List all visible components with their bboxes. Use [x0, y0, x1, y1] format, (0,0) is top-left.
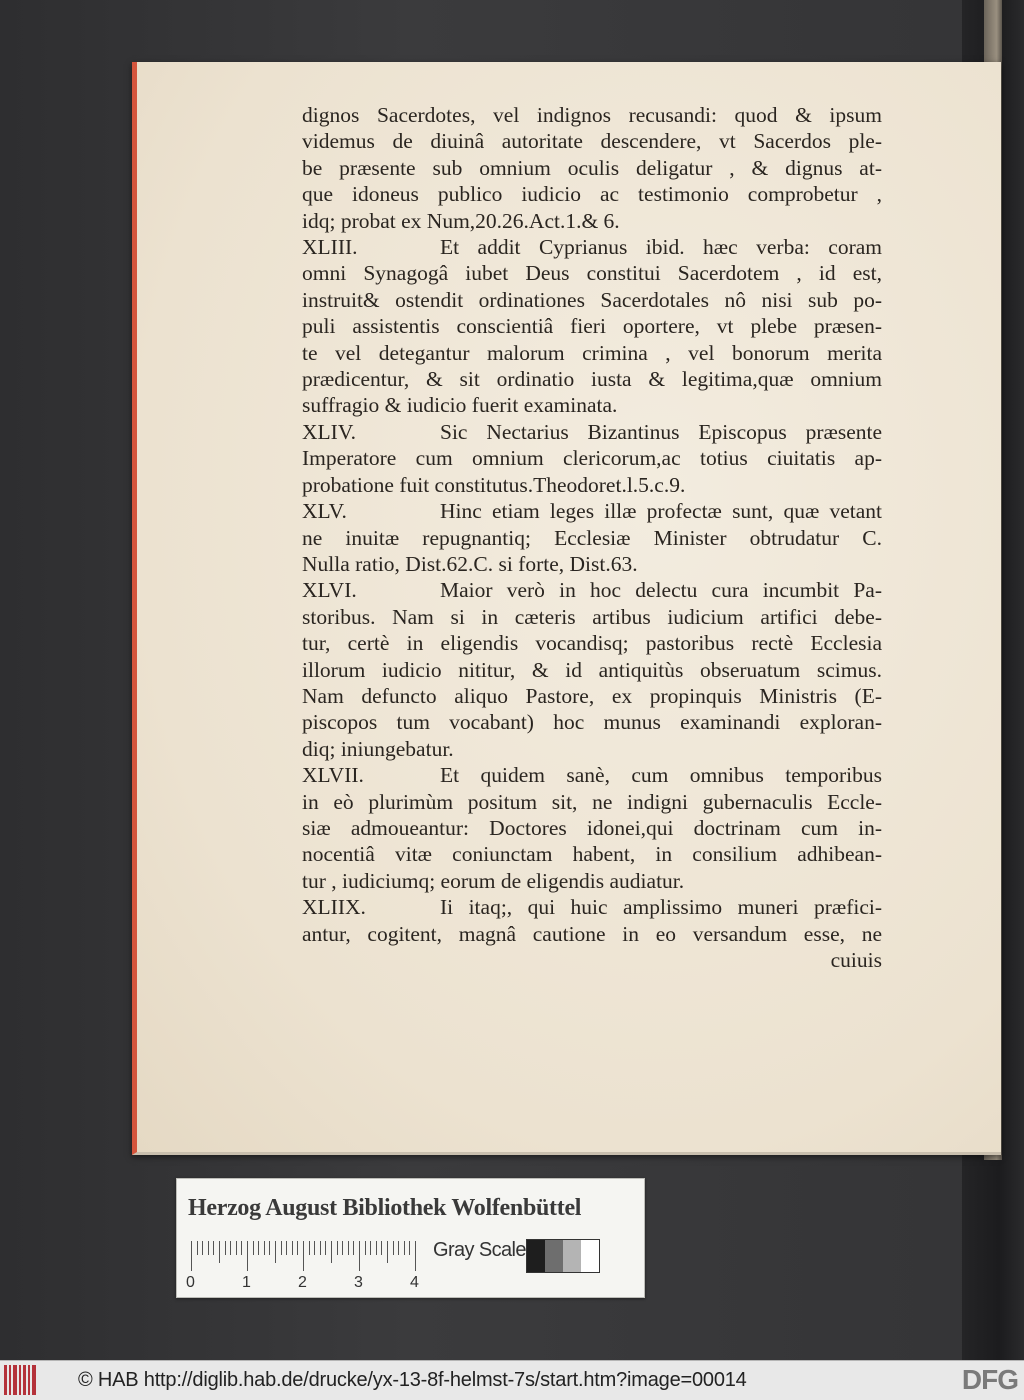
ruler-tick — [236, 1241, 237, 1255]
dfg-logo: DFG — [961, 1364, 1018, 1395]
ruler-tick — [353, 1241, 354, 1255]
logo-bar — [13, 1365, 17, 1395]
text-line: antur, cogitent, magnâ cautione in eo versandum esse, ne — [302, 921, 882, 946]
gray-swatch — [527, 1240, 545, 1272]
ruler-tick — [337, 1241, 338, 1255]
section-number: XLIII. — [302, 235, 358, 260]
section-number: XLV. — [302, 499, 347, 524]
text-line: dignos Sacerdotes, vel indignos recusandi: quod & ipsum — [302, 103, 882, 127]
paragraph-head — [302, 234, 882, 260]
ruler-tick — [230, 1241, 231, 1255]
ruler-tick — [409, 1241, 410, 1255]
ruler-tick — [286, 1241, 287, 1255]
ruler-tick — [208, 1241, 209, 1255]
paragraph-head — [302, 577, 882, 603]
text-line: in eò plurimùm positum sit, ne indigni gubernaculis Eccle- — [302, 789, 882, 814]
footer-bar — [0, 1360, 1024, 1400]
ruler-tick — [381, 1241, 382, 1255]
text-line: Sic Nectarius Bizantinus Episcopus præsente — [440, 419, 882, 444]
ruler-tick — [202, 1241, 203, 1255]
ruler-tick — [415, 1241, 416, 1271]
ruler-label: 1 — [242, 1274, 251, 1291]
text-line: idq; probat ex Num,20.26.Act.1.& 6. — [302, 208, 620, 233]
paragraph-head — [302, 894, 882, 920]
ruler-tick — [219, 1241, 220, 1263]
text-line: omni Synagogâ iubet Deus constitui Sacerdotem , id est, — [302, 261, 882, 286]
ruler-tick — [365, 1241, 366, 1255]
ruler-label: 4 — [410, 1274, 419, 1291]
text-line: ne inuitæ repugnantiq; Ecclesiæ Minister obtrudatur C. — [302, 525, 882, 550]
text-line: instruit& ostendit ordinationes Sacerdotales nô nisi sub po- — [302, 287, 882, 312]
ruler-tick — [197, 1241, 198, 1255]
ruler-tick — [404, 1241, 405, 1255]
ruler-tick — [275, 1241, 276, 1263]
logo-bar — [28, 1365, 30, 1395]
paragraph-head — [302, 419, 882, 445]
ruler-tick — [281, 1241, 282, 1255]
ruler-tick — [241, 1241, 242, 1255]
section-number: XLVII. — [302, 763, 364, 788]
hab-logo-icon — [4, 1365, 46, 1395]
library-title: Herzog August Bibliothek Wolfenbüttel — [188, 1195, 582, 1221]
text-line: tur , iudiciumq; eorum de eligendis audiatur. — [302, 868, 685, 893]
text-line: Hinc etiam leges illæ profectæ sunt, quæ vetant — [440, 499, 882, 524]
ruler-tick — [253, 1241, 254, 1255]
ruler-tick — [264, 1241, 265, 1255]
text-line: be præsente sub omnium oculis deligatur , & dignus at- — [302, 155, 882, 180]
page-text — [302, 102, 882, 973]
text-line: videmus de diuinâ autoritate descendere, vt Sacerdos ple- — [302, 129, 882, 154]
ruler-tick — [342, 1241, 343, 1255]
text-line: Nulla ratio, Dist.62.C. si forte, Dist.63. — [302, 551, 638, 576]
gray-swatch — [563, 1240, 581, 1272]
catchword: cuiuis — [830, 948, 882, 972]
ruler-tick — [213, 1241, 214, 1255]
text-line: que idoneus publico iudicio ac testimonio comprobetur , — [302, 182, 882, 207]
ruler-tick — [348, 1241, 349, 1255]
ruler-tick — [297, 1241, 298, 1255]
gray-scale-label: Gray Scale — [433, 1239, 526, 1261]
ruler-tick — [325, 1241, 326, 1255]
ruler-tick — [269, 1241, 270, 1255]
text-line: te vel detegantur malorum crimina , vel bonorum merita — [302, 340, 882, 365]
ruler-tick — [303, 1241, 304, 1271]
ruler-tick — [247, 1241, 248, 1271]
text-line: siæ admoueantur: Doctores idonei,qui doctrinam cum in- — [302, 815, 882, 840]
ruler-tick — [225, 1241, 226, 1255]
text-line: tur, certè in eligendis vocandisq; pastoribus rectè Ecclesia — [302, 631, 882, 656]
text-line: illorum iudicio nititur, & id antiquitùs obseruatum scimus. — [302, 657, 882, 682]
ruler-tick — [258, 1241, 259, 1255]
section-number: XLIIX. — [302, 895, 366, 920]
ruler-tick — [387, 1241, 388, 1263]
gray-swatch — [581, 1240, 599, 1272]
text-line: Imperatore cum omnium clericorum,ac totius ciuitatis ap- — [302, 446, 882, 471]
ruler-tick — [331, 1241, 332, 1263]
text-line: Et quidem sanè, cum omnibus temporibus — [440, 763, 882, 788]
gray-scale-swatches — [526, 1239, 600, 1273]
ruler-tick — [309, 1241, 310, 1255]
logo-bar — [4, 1365, 7, 1395]
text-line: storibus. Nam si in cæteris artibus iudicium artifici debe- — [302, 604, 882, 629]
text-line: piscopos tum vocabant) hoc munus examinandi exploran- — [302, 710, 882, 735]
ruler-tick — [314, 1241, 315, 1255]
ruler-tick — [376, 1241, 377, 1255]
ruler-tick — [292, 1241, 293, 1255]
text-line: Maior verò in hoc delectu cura incumbit Pa- — [440, 578, 882, 603]
logo-bar — [9, 1365, 11, 1395]
ruler-tick — [398, 1241, 399, 1255]
section-number: XLIV. — [302, 419, 356, 444]
text-line: probatione fuit constitutus.Theodoret.l.5.c.9. — [302, 472, 686, 497]
gray-swatch — [545, 1240, 563, 1272]
text-line: suffragio & iudicio fuerit examinata. — [302, 393, 618, 418]
measurement-ruler — [191, 1241, 423, 1271]
book-page — [132, 62, 1001, 1155]
text-line: Ii itaq;, qui huic amplissimo muneri præfici- — [440, 895, 882, 920]
logo-bar — [19, 1365, 21, 1395]
ruler-tick — [359, 1241, 360, 1271]
text-line: Et addit Cyprianus ibid. hæc verba: coram — [440, 235, 882, 260]
section-number: XLVI. — [302, 578, 357, 603]
text-line: Nam defuncto aliquo Pastore, ex propinquis Ministris (E- — [302, 683, 882, 708]
ruler-label: 2 — [298, 1274, 307, 1291]
paragraph-head — [302, 762, 882, 788]
text-line: prædicentur, & sit ordinatio iusta & legitima,quæ omnium — [302, 367, 882, 392]
ruler-tick — [320, 1241, 321, 1255]
ruler-tick — [370, 1241, 371, 1255]
color-calibration-card — [176, 1178, 645, 1298]
text-line: puli assistentis conscientiâ fieri oportere, vt plebe præsen- — [302, 314, 882, 339]
ruler-label: 0 — [186, 1274, 195, 1291]
ruler-tick — [393, 1241, 394, 1255]
text-line: nocentiâ vitæ coniunctam habent, in consilium adhibean- — [302, 842, 882, 867]
logo-bar — [32, 1365, 36, 1395]
ruler-tick — [191, 1241, 192, 1271]
text-line: diq; iniungebatur. — [302, 736, 454, 761]
paragraph-head — [302, 498, 882, 524]
ruler-label: 3 — [354, 1274, 363, 1291]
copyright-url[interactable]: © HAB http://diglib.hab.de/drucke/yx-13-8f-helmst-7s/start.htm?image=00014 — [78, 1369, 747, 1391]
logo-bar — [23, 1365, 26, 1395]
